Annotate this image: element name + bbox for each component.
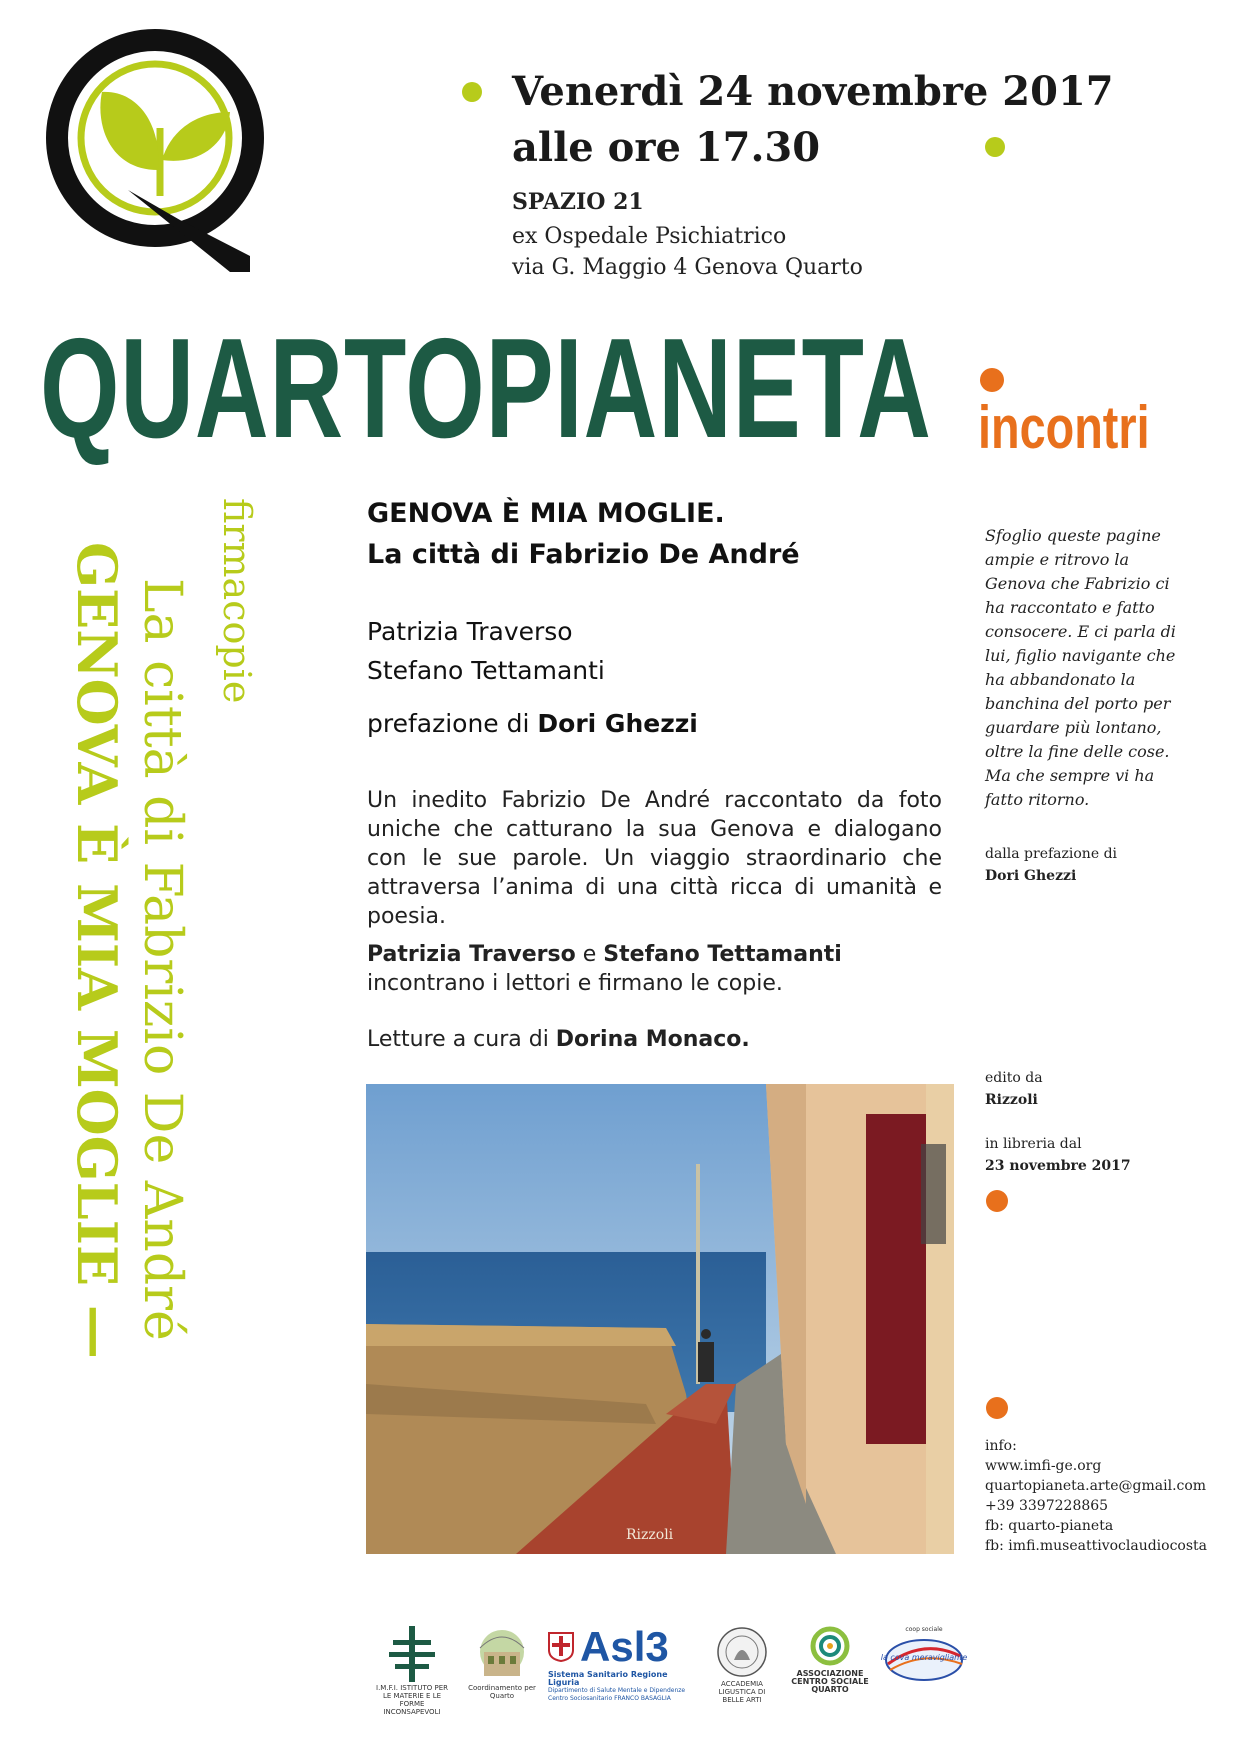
- readings-line: [367, 1025, 942, 1054]
- edited-label: edito da: [985, 1070, 1043, 1086]
- centro-sociale-ring-icon: [810, 1626, 850, 1666]
- info-website[interactable]: www.imfi-ge.org: [985, 1458, 1102, 1474]
- centro-sociale-logo: [785, 1626, 875, 1694]
- cova-text: la cova meravigliante: [880, 1653, 968, 1662]
- asl3-caption-1: Sistema Sanitario Regione Liguria: [548, 1670, 668, 1687]
- meet-paragraph: [367, 940, 942, 998]
- lime-dot: [462, 82, 482, 102]
- centro-sociale-caption: ASSOCIAZIONE CENTRO SOCIALE QUARTO: [791, 1669, 869, 1694]
- imfi-mark-icon: [387, 1626, 437, 1682]
- asl3-title: Asl3: [580, 1623, 669, 1670]
- event-time: alle ore 17.30: [512, 124, 821, 171]
- page-title: QUARTOPIANETA: [40, 309, 932, 468]
- meet-name-1: Patrizia Traverso: [367, 942, 576, 967]
- photo-caption: Rizzoli: [626, 1527, 674, 1543]
- lime-dot: [985, 137, 1005, 157]
- quote-source-label: dalla prefazione di: [985, 846, 1118, 862]
- page-subtitle: incontri: [978, 394, 1150, 461]
- author-1: Patrizia Traverso: [367, 617, 573, 646]
- edited-name: Rizzoli: [985, 1092, 1038, 1108]
- vertical-title: GENOVA È MIA MOGLIE —: [65, 542, 129, 1359]
- meet-rest: incontrano i lettori e firmano le copie.: [367, 971, 783, 996]
- release-date: 23 novembre 2017: [985, 1158, 1131, 1174]
- cova-meravigliante-logo: [880, 1626, 968, 1662]
- cova-top-caption: coop sociale: [905, 1626, 943, 1633]
- imfi-caption: I.M.F.I. ISTITUTO PER LE MATERIE E LE FORME INCONSAPEVOLI: [376, 1684, 448, 1716]
- readings-label: Letture a cura di: [367, 1027, 556, 1052]
- event-date: Venerdì 24 novembre 2017: [512, 68, 1114, 115]
- orange-dot: [980, 368, 1004, 392]
- coordinamento-illustration-icon: [472, 1626, 532, 1684]
- venue-line-2: via G. Maggio 4 Genova Quarto: [512, 255, 863, 280]
- meet-and: e: [575, 942, 604, 967]
- venue-line-1: ex Ospedale Psichiatrico: [512, 224, 787, 249]
- info-email[interactable]: quartopianeta.arte@gmail.com: [985, 1478, 1207, 1494]
- coordinamento-caption: Coordinamento per Quarto: [468, 1684, 536, 1700]
- preface-line: [367, 709, 698, 738]
- info-label: info:: [985, 1438, 1017, 1454]
- accademia-seal-icon: [716, 1626, 768, 1678]
- vertical-subtitle: La città di Fabrizio De André: [132, 578, 192, 1341]
- book-subtitle: La città di Fabrizio De André: [367, 539, 800, 570]
- preface-label: prefazione di: [367, 709, 538, 738]
- quote-source-name: Dori Ghezzi: [985, 868, 1077, 884]
- accademia-logo: [707, 1626, 777, 1704]
- book-title: GENOVA È MIA MOGLIE.: [367, 498, 725, 529]
- author-2: Stefano Tettamanti: [367, 656, 605, 685]
- asl3-logo: [548, 1623, 698, 1703]
- venue-name: SPAZIO 21: [512, 189, 644, 215]
- info-facebook-1[interactable]: fb: quarto-pianeta: [985, 1518, 1114, 1534]
- imfi-logo: [372, 1626, 452, 1716]
- orange-dot: [986, 1190, 1008, 1212]
- quartopianeta-q-logo: [40, 20, 280, 278]
- book-cover-photo: [366, 1084, 954, 1554]
- info-phone: +39 3397228865: [985, 1498, 1109, 1514]
- readings-name: Dorina Monaco.: [555, 1027, 750, 1052]
- meet-name-2: Stefano Tettamanti: [603, 942, 842, 967]
- release-label: in libreria dal: [985, 1136, 1082, 1152]
- info-facebook-2[interactable]: fb: imfi.museattivoclaudiocosta: [985, 1538, 1208, 1554]
- asl3-caption-2: Dipartimento di Salute Mentale e Dipendenze Centro Sociosanitario FRANCO BASAGLIA: [548, 1687, 686, 1702]
- preface-name: Dori Ghezzi: [537, 709, 698, 738]
- coordinamento-logo: [462, 1626, 542, 1700]
- preface-quote: Sfoglio queste pagine ampie e ritrovo la Genova che Fabrizio ci ha raccontato e fatto consocere. E ci parla di lui, figlio navigante che ha abbandonato la banchina del porto per guardare più lontano, oltre la fine delle cose. Ma che sempre vi ha fatto ritorno.: [985, 526, 1176, 809]
- liguria-shield-icon: [548, 1632, 574, 1662]
- accademia-caption: ACCADEMIA LIGUSTICA DI BELLE ARTI: [718, 1680, 766, 1704]
- orange-dot: [986, 1397, 1008, 1419]
- book-description: Un inedito Fabrizio De André raccontato da foto uniche che catturano la sua Genova e dialogano con le sue parole. Un viaggio straordinario che attraversa l’anima di una città ricca di umanità e poesia.: [367, 788, 942, 929]
- vertical-firmacopie: firmacopie: [215, 498, 259, 704]
